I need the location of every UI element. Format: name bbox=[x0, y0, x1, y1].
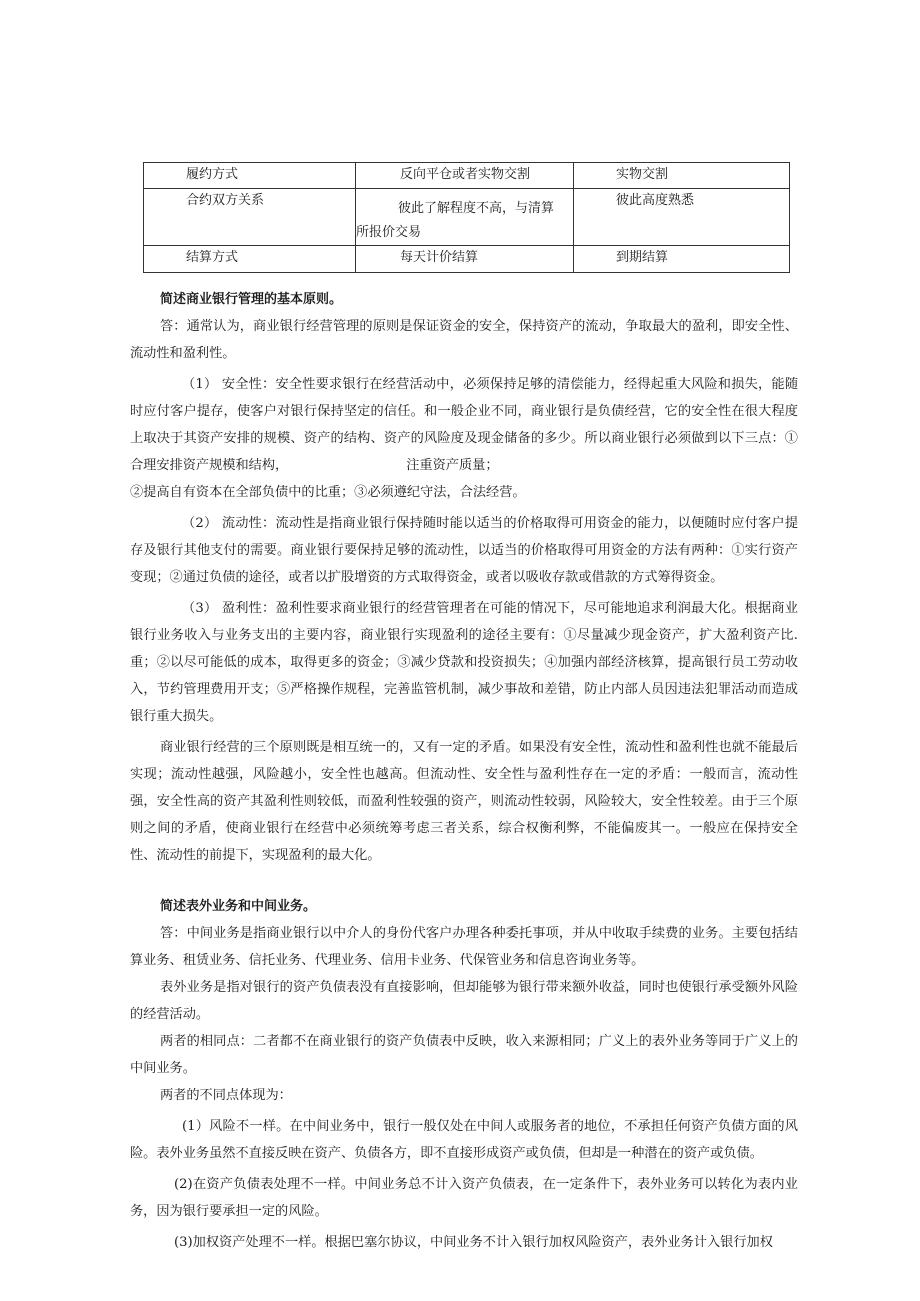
table-cell-line: 彼此了解程度不高，与清算 bbox=[398, 201, 555, 216]
paragraph: 两者的相同点：二者都不在商业银行的资产负债表中反映，收入来源相同；广义上的表外业务等同于广义上的中间业务。 bbox=[130, 1034, 798, 1076]
document-body bbox=[130, 286, 798, 1256]
table-cell: 结算方式 bbox=[144, 246, 356, 273]
section-heading: 简述商业银行管理的基本原则。 bbox=[160, 292, 343, 307]
paragraph: 两者的不同点体现为： bbox=[160, 1088, 292, 1103]
table-cell-line: 所报价交易 bbox=[356, 225, 422, 240]
paragraph: 答：中间业务是指商业银行以中介人的身份代客户办理各种委托事项，并从中收取手续费的业务。主要包括结算业务、租赁业务、信托业务、代理业务、信用卡业务、代保管业务和信息咨询业务等。 bbox=[130, 926, 798, 968]
table-cell: 每天计价结算 bbox=[356, 246, 574, 273]
paragraph: (2)在资产负债表处理不一样。中间业务总不计入资产负债表，在一定条件下，表外业务可以转化为表内业务，因为银行要承担一定的风险。 bbox=[130, 1177, 798, 1219]
table-cell: 实物交割 bbox=[574, 163, 790, 189]
table-cell: 履约方式 bbox=[144, 163, 356, 189]
paragraph: （2） 流动性：流动性是指商业银行保持随时能以适当的价格取得可用资金的能力，以便随时应付客户提存及银行其他支付的需要。商业银行要保持足够的流动性，以适当的价格取得可用资金的方法有两种：①实行资产变现；②通过负债的途径，或者以扩股增资的方式取得资金，或者以吸收存款或借款的方式筹得资金。 bbox=[130, 516, 798, 585]
paragraph: 商业银行经营的三个原则既是相互统一的，又有一定的矛盾。如果没有安全性，流动性和盈利性也就不能最后实现；流动性越强，风险越小，安全性也越高。但流动性、安全性与盈利性存在一定的矛盾：一般而言，流动性强，安全性高的资产其盈利性则较低，而盈利性较强的资产，则流动性较弱，风险较大，安全性较差。由于三个原则之间的矛盾，使商业银行在经营中必须统筹考虑三者关系，综合权衡利弊，不能偏废其一。一般应在保持安全性、流动性的前提下，实现盈利的最大化。 bbox=[130, 740, 798, 863]
paragraph: (1）风险不一样。在中间业务中，银行一般仅处在中间人或服务者的地位，不承担任何资产负债方面的风险。表外业务虽然不直接反映在资产、负债各方，即不直接形成资产或负债，但却是一种潜在的资产或负债。 bbox=[130, 1119, 798, 1161]
paragraph: 答：通常认为，商业银行经营管理的原则是保证资金的安全，保持资产的流动，争取最大的盈利，即安全性、流动性和盈利性。 bbox=[130, 319, 798, 361]
paragraph-text: 注重资产质量； bbox=[406, 458, 499, 473]
table-cell: 到期结算 bbox=[574, 246, 790, 273]
table-row bbox=[144, 246, 790, 273]
table-cell: 合约双方关系 bbox=[144, 189, 356, 246]
table-cell: 反向平仓或者实物交割 bbox=[356, 163, 574, 189]
paragraph: ②提高自有资本在全部负债中的比重；③必须遵纪守法，合法经营。 bbox=[130, 485, 526, 500]
table-row bbox=[144, 189, 790, 246]
paragraph-text: （1） 安全性：安全性要求银行在经营活动中，必须保持足够的清偿能力，经得起重大风险和损失，能随时应付客户提存，使客户对银行保持坚定的信任。和一般企业不同，商业银行是负债经营，它的安全性在很大程度上取决于其资产安排的规模、资产的结构、资产的风险度及现金储备的多少。所以商业银行必须做到以下三点：①合理安排资产规模和结构， bbox=[130, 377, 798, 473]
table-row bbox=[144, 163, 790, 189]
paragraph: 表外业务是指对银行的资产负债表没有直接影响，但却能够为银行带来额外收益，同时也使银行承受额外风险的经营活动。 bbox=[130, 980, 798, 1022]
paragraph bbox=[130, 371, 798, 479]
table-cell: 彼此高度熟悉 bbox=[574, 189, 790, 246]
paragraph: (3)加权资产处理不一样。根据巴塞尔协议，中间业务不计入银行加权风险资产，表外业务计入银行加权 bbox=[174, 1235, 773, 1250]
comparison-table bbox=[143, 162, 790, 273]
section-heading: 简述表外业务和中间业务。 bbox=[160, 899, 317, 914]
paragraph: （3） 盈利性：盈利性要求商业银行的经营管理者在可能的情况下，尽可能地追求利润最大化。根据商业银行业务收入与业务支出的主要内容，商业银行实现盈利的途径主要有：①尽量减少现金资产，扩大盈利资产比. 重；②以尽可能低的成本，取得更多的资金；③减少贷款和投资损失；④加强内部经济核算，提高银行员工劳动收入，节约管理费用开支；⑤严格操作规程，完善监管机制，减少事故和差错，防止内部人员因违法犯罪活动而造成银行重大损失。 bbox=[130, 601, 798, 724]
table-cell bbox=[356, 189, 574, 246]
